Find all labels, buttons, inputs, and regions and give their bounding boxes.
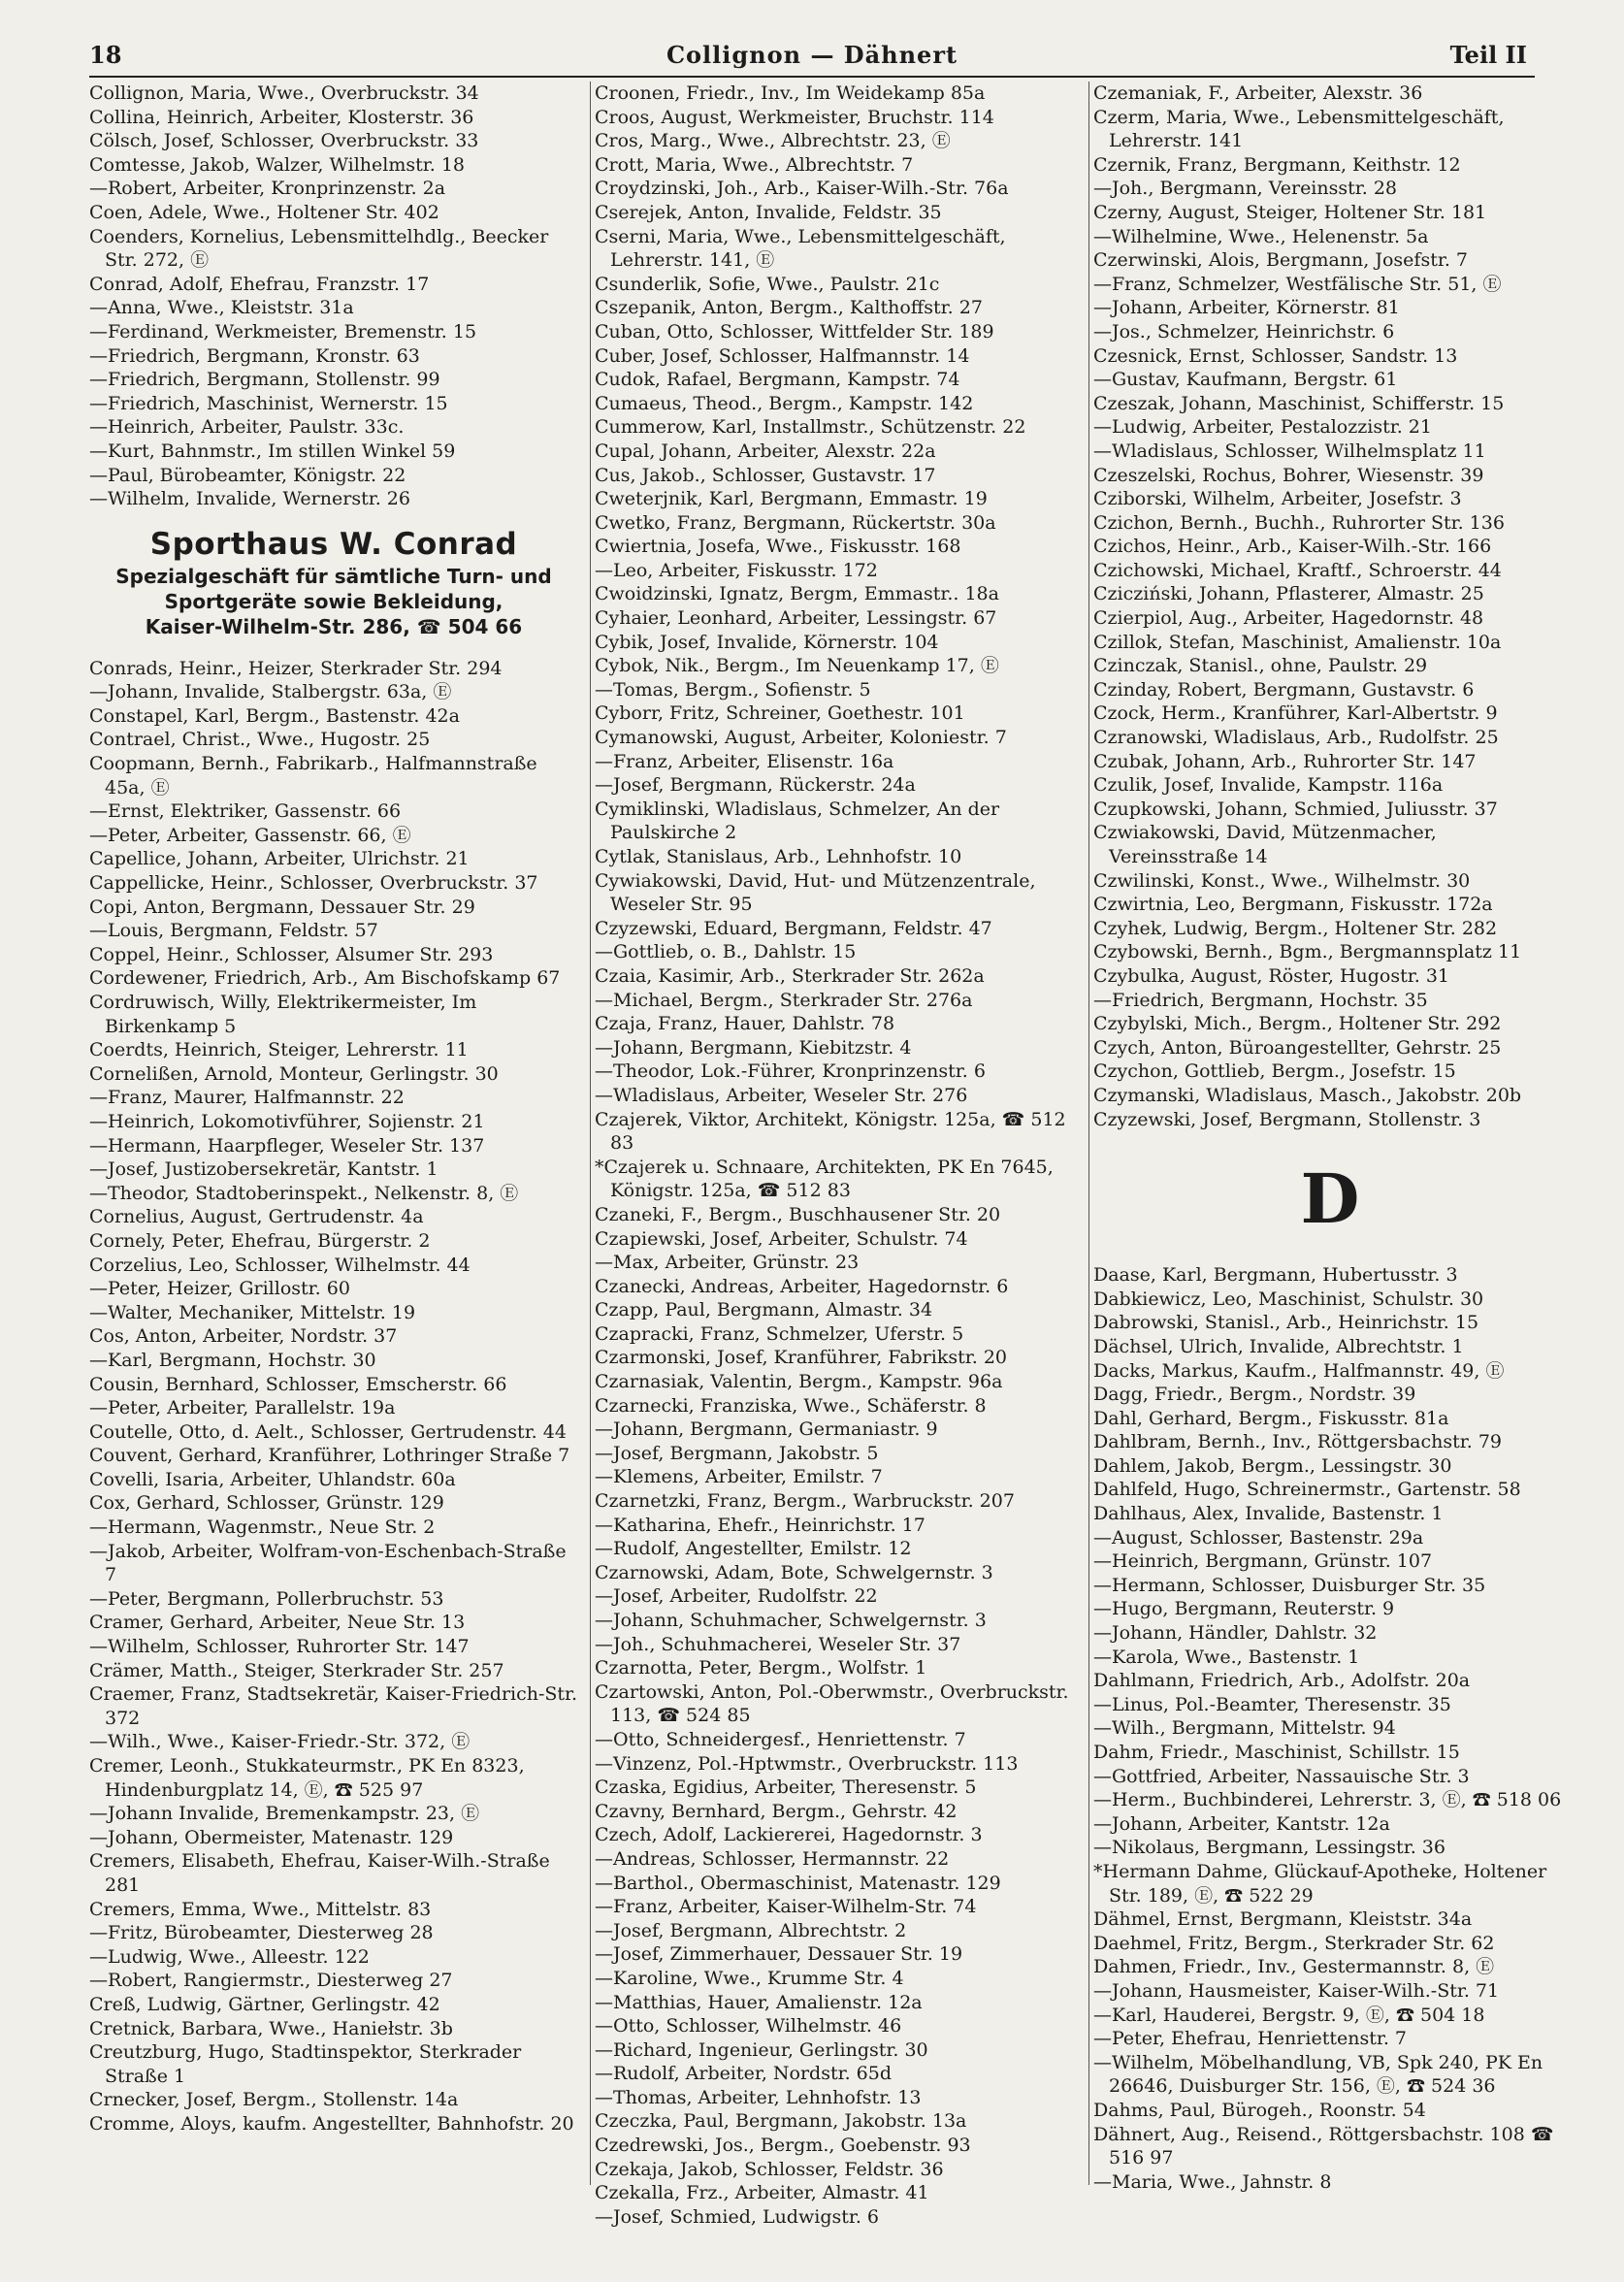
column-3-entries-bottom [1093,1263,1567,2194]
directory-entry: Czychon, Gottlieb, Bergm., Josefstr. 15 [1093,1060,1456,1083]
directory-entry: —Wilh., Wwe., Kaiser-Friedr.-Str. 372, Ⓔ [89,1731,471,1753]
directory-entry: —Katharina, Ehefr., Heinrichstr. 17 [595,1514,926,1536]
directory-entry: —Friedrich, Bergmann, Kronstr. 63 [89,344,420,367]
directory-entry: —Louis, Bergmann, Feldstr. 57 [89,920,378,942]
section-letter: D [1300,1158,1360,1240]
directory-entry: Cymiklinski, Wladislaus, Schmelzer, An der Paulskirche 2 [595,798,1000,844]
directory-entry: Capellice, Johann, Arbeiter, Ulrichstr. 21 [89,848,470,870]
directory-entry: —Herm., Buchbinderei, Lehrerstr. 3, Ⓔ, ☎ 518 06 [1093,1789,1562,1811]
directory-entry: Czapiewski, Josef, Arbeiter, Schulstr. 74 [595,1227,968,1250]
directory-entry: Creutzburg, Hugo, Stadtinspektor, Sterkrader Straße 1 [89,2041,522,2087]
directory-entry: —Johann Invalide, Bremenkampstr. 23, Ⓔ [89,1803,480,1825]
directory-entry: Czaja, Franz, Hauer, Dahlstr. 78 [595,1013,895,1035]
directory-entry: —Franz, Arbeiter, Kaiser-Wilhelm-Str. 74 [595,1896,977,1918]
directory-entry: Croonen, Friedr., Inv., Im Weidekamp 85a [595,82,986,104]
directory-entry: Czartowski, Anton, Pol.-Oberwmstr., Overbruckstr. 113, ☎ 524 85 [595,1680,1069,1727]
directory-entry: Conrads, Heinr., Heizer, Sterkrader Str. 294 [89,657,503,679]
running-title: Collignon — Dähnert [666,41,958,69]
directory-entry: —Franz, Arbeiter, Elisenstr. 16a [595,750,894,772]
directory-entry: —Peter, Heizer, Grillostr. 60 [89,1278,350,1300]
directory-entry: Cros, Marg., Wwe., Albrechtstr. 23, Ⓔ [595,130,951,152]
directory-entry: —Ludwig, Arbeiter, Pestalozzistr. 21 [1093,416,1432,439]
directory-entry: —Johann, Bergmann, Kiebitzstr. 4 [595,1036,912,1059]
directory-entry: —Gottfried, Arbeiter, Nassauische Str. 3 [1093,1765,1470,1787]
directory-entry: Copi, Anton, Bergmann, Dessauer Str. 29 [89,896,475,918]
directory-entry: —Michael, Bergm., Sterkrader Str. 276a [595,989,973,1011]
directory-entry: —Maria, Wwe., Jahnstr. 8 [1093,2170,1332,2193]
directory-entry: Daehmel, Fritz, Bergm., Sterkrader Str. 62 [1093,1932,1495,1954]
directory-entry: —Hermann, Schlosser, Duisburger Str. 35 [1093,1574,1486,1596]
directory-entry: —Robert, Rangiermstr., Diesterweg 27 [89,1970,453,1992]
directory-entry: —Nikolaus, Bergmann, Lessingstr. 36 [1093,1837,1445,1859]
directory-entry: —Johann, Hausmeister, Kaiser-Wilh.-Str. 71 [1093,1979,1500,2002]
directory-entry: Cos, Anton, Arbeiter, Nordstr. 37 [89,1325,398,1348]
directory-entry: Cuber, Josef, Schlosser, Halfmannstr. 14 [595,344,970,367]
directory-entry: Cybok, Nik., Bergm., Im Neuenkamp 17, Ⓔ [595,655,999,677]
directory-entry: —Jakob, Arbeiter, Wolfram-von-Eschenbach-Straße 7 [89,1540,567,1586]
directory-entry: —Otto, Schlosser, Wilhelmstr. 46 [595,2015,902,2038]
directory-entry: —Otto, Schneidergesf., Henriettenstr. 7 [595,1728,966,1750]
ad-line: Sportgeräte sowie Bekleidung, [164,589,503,613]
directory-entry: Constapel, Karl, Bergm., Bastenstr. 42a [89,704,460,727]
directory-entry: —Josef, Bergmann, Rückerstr. 24a [595,774,916,797]
directory-entry: Czerwinski, Alois, Bergmann, Josefstr. 7 [1093,249,1468,272]
directory-entry: —Josef, Bergmann, Albrechtstr. 2 [595,1919,907,1941]
directory-entry: Cwetko, Franz, Bergmann, Rückertstr. 30a [595,511,996,534]
directory-entry: Dahm, Friedr., Maschinist, Schillstr. 15 [1093,1742,1460,1763]
directory-entry: Conrad, Adolf, Ehefrau, Franzstr. 17 [89,273,430,295]
directory-entry: Czajerek, Viktor, Architekt, Königstr. 125a, ☎ 512 83 [595,1108,1066,1155]
directory-entry: Czarnotta, Peter, Bergm., Wolfstr. 1 [595,1657,927,1679]
directory-entry: Czarnowski, Adam, Bote, Schwelgernstr. 3 [595,1561,993,1583]
directory-entry: Czarnasiak, Valentin, Bergm., Kampstr. 96a [595,1371,1003,1393]
directory-entry: Czichos, Heinr., Arb., Kaiser-Wilh.-Str. 166 [1093,536,1492,558]
directory-entry: Czerny, August, Steiger, Holtener Str. 181 [1093,201,1487,223]
directory-entry: —Johann, Bergmann, Germaniastr. 9 [595,1418,938,1441]
directory-entry: —Vinzenz, Pol.-Hptwmstr., Overbruckstr. 113 [595,1752,1019,1775]
directory-entry: Cyborr, Fritz, Schreiner, Goethestr. 101 [595,702,965,725]
directory-entry: —Wilhelm, Invalide, Wernerstr. 26 [89,488,410,510]
directory-entry: —Franz, Maurer, Halfmannstr. 22 [89,1087,405,1109]
directory-entry: —Jos., Schmelzer, Heinrichstr. 6 [1093,320,1395,342]
directory-entry: Cornely, Peter, Ehefrau, Bürgerstr. 2 [89,1229,431,1252]
directory-entry: —Kurt, Bahnmstr., Im stillen Winkel 59 [89,440,456,462]
directory-entry: Czyzewski, Josef, Bergmann, Stollenstr. 3 [1093,1108,1481,1130]
directory-entry: —Wilhelmine, Wwe., Helenenstr. 5a [1093,225,1429,247]
directory-entry: —Josef, Bergmann, Jakobstr. 5 [595,1442,879,1464]
directory-entry: Czarnecki, Franziska, Wwe., Schäferstr. 8 [595,1394,987,1417]
directory-entry: Czwiakowski, David, Mützenmacher, Vereinsstraße 14 [1093,822,1437,867]
directory-entry: Dächsel, Ulrich, Invalide, Albrechtstr. 1 [1093,1335,1464,1357]
directory-entry: Czekaja, Jakob, Schlosser, Feldstr. 36 [595,2158,944,2180]
directory-entry: —Wilhelm, Schlosser, Ruhrorter Str. 147 [89,1636,470,1658]
directory-entry: Cuban, Otto, Schlosser, Wittfelder Str. 189 [595,320,994,342]
directory-entry: —Josef, Schmied, Ludwigstr. 6 [595,2205,880,2228]
directory-entry: Cytlak, Stanislaus, Arb., Lehnhofstr. 10 [595,846,962,867]
directory-entry: —Barthol., Obermaschinist, Matenastr. 129 [595,1872,1001,1894]
column-3 [1088,82,1567,2193]
directory-entry: Cummerow, Karl, Installmstr., Schützenstr. 22 [595,416,1026,439]
directory-entry: Cweterjnik, Karl, Bergmann, Emmastr. 19 [595,488,988,510]
directory-entry: —Wladislaus, Arbeiter, Weseler Str. 276 [595,1084,968,1106]
directory-entry: Craemer, Franz, Stadtsekretär, Kaiser-Friedrich-Str. 372 [89,1683,578,1729]
directory-entry: Cus, Jakob., Schlosser, Gustavstr. 17 [595,464,936,486]
directory-entry: Dabkiewicz, Leo, Maschinist, Schulstr. 30 [1093,1288,1484,1310]
directory-entry: Czupkowski, Johann, Schmied, Juliusstr. 37 [1093,798,1498,820]
directory-entry: Cserejek, Anton, Invalide, Feldstr. 35 [595,201,942,223]
directory-entry: Cornelius, August, Gertrudenstr. 4a [89,1206,424,1228]
directory-entry: Covelli, Isaria, Arbeiter, Uhlandstr. 60a [89,1468,456,1490]
directory-entry: Crnecker, Josef, Bergm., Stollenstr. 14a [89,2089,459,2111]
directory-entry: Czerm, Maria, Wwe., Lebensmittelgeschäft, Lehrerstr. 141 [1093,106,1505,152]
directory-entry: Czybylski, Mich., Bergm., Holtener Str. 292 [1093,1013,1502,1035]
directory-entry: Czulik, Josef, Invalide, Kampstr. 116a [1093,774,1444,797]
directory-entry: —Hermann, Wagenmstr., Neue Str. 2 [89,1516,436,1539]
directory-entry: Czybowski, Bernh., Bgm., Bergmannsplatz 11 [1093,941,1522,963]
ad-title: Sporthaus W. Conrad [149,526,518,562]
directory-entry: —Johann, Arbeiter, Körnerstr. 81 [1093,297,1400,319]
directory-entry: —Franz, Schmelzer, Westfälische Str. 51, Ⓔ [1093,273,1502,295]
directory-entry: Czierpiol, Aug., Arbeiter, Hagedornstr. 48 [1093,607,1484,630]
directory-entry: Cwiertnia, Josefa, Wwe., Fiskusstr. 168 [595,536,961,558]
directory-entry: —Andreas, Schlosser, Hermannstr. 22 [595,1847,950,1870]
directory-entry: Czavny, Bernhard, Bergm., Gehrstr. 42 [595,1800,958,1822]
column-3-entries-top [1093,82,1567,1131]
directory-entry: Cordruwisch, Willy, Elektrikermeister, Im Birkenkamp 5 [89,992,477,1037]
directory-entry: Comtesse, Jakob, Walzer, Wilhelmstr. 18 [89,153,466,176]
directory-entry: Czarmonski, Josef, Kranführer, Fabrikstr. 20 [595,1347,1007,1369]
directory-entry: Czesnick, Ernst, Schlosser, Sandstr. 13 [1093,344,1458,367]
column-1 [89,82,578,2185]
directory-entry: Czarnetzki, Franz, Bergm., Warbruckstr. 207 [595,1490,1015,1513]
directory-entry: Cybik, Josef, Invalide, Körnerstr. 104 [595,631,939,653]
directory-entry: Czanecki, Andreas, Arbeiter, Hagedornstr. 6 [595,1275,1009,1297]
directory-entry: Cwoidzinski, Ignatz, Bergm, Emmastr.. 18a [595,583,999,605]
directory-entry: —Peter, Bergmann, Pollerbruchstr. 53 [89,1587,444,1610]
directory-entry: Czichon, Bernh., Buchh., Ruhrorter Str. 136 [1093,511,1505,534]
directory-entry: —August, Schlosser, Bastenstr. 29a [1093,1526,1424,1548]
directory-entry: Czybulka, August, Röster, Hugostr. 31 [1093,964,1449,987]
part-label: Teil II [1449,41,1527,69]
directory-entry: —Karoline, Wwe., Krumme Str. 4 [595,1967,904,1989]
directory-entry: Czech, Adolf, Lackiererei, Hagedornstr. 3 [595,1824,983,1846]
directory-entry: —Max, Arbeiter, Grünstr. 23 [595,1252,860,1274]
directory-entry: Cölsch, Josef, Schlosser, Overbruckstr. 33 [89,130,479,152]
directory-entry: —Friedrich, Maschinist, Wernerstr. 15 [89,392,448,414]
directory-entry: Coopmann, Bernh., Fabrikarb., Halfmannstraße 45a, Ⓔ [89,753,537,799]
directory-entry: Couvent, Gerhard, Kranführer, Lothringer Straße 7 [89,1445,570,1467]
directory-entry: —Peter, Ehefrau, Henriettenstr. 7 [1093,2028,1407,2050]
directory-entry: Dahlbram, Bernh., Inv., Röttgersbachstr. 79 [1093,1431,1503,1453]
directory-entry: —Klemens, Arbeiter, Emilstr. 7 [595,1466,883,1488]
directory-entry: Csunderlik, Sofie, Wwe., Paulstr. 21c [595,273,940,295]
directory-entry: —Johann, Schuhmacher, Schwelgernstr. 3 [595,1610,987,1631]
directory-entry: Cserni, Maria, Wwe., Lebensmittelgeschäft, Lehrerstr. 141, Ⓔ [595,225,1006,272]
directory-entry: Czeszak, Johann, Maschinist, Schifferstr. 15 [1093,392,1505,414]
directory-entry: Czernik, Franz, Bergmann, Keithstr. 12 [1093,153,1461,176]
directory-entry: Czyzewski, Eduard, Bergmann, Feldstr. 47 [595,917,992,939]
directory-entry: Czubak, Johann, Arb., Ruhrorter Str. 147 [1093,750,1477,772]
directory-entry: Coerdts, Heinrich, Steiger, Lehrerstr. 11 [89,1039,469,1061]
directory-entry: Coppel, Heinr., Schlosser, Alsumer Str. 293 [89,943,494,965]
directory-entry: Czinday, Robert, Bergmann, Gustavstr. 6 [1093,678,1475,701]
directory-entry: —Heinrich, Arbeiter, Paulstr. 33c. [89,416,405,439]
directory-entry: Czwilinski, Konst., Wwe., Wilhelmstr. 30 [1093,869,1471,892]
directory-entry: Cremers, Emma, Wwe., Mittelstr. 83 [89,1898,432,1920]
directory-entry: Czaneki, F., Bergm., Buschhausener Str. 20 [595,1203,1001,1225]
directory-entry: Cornelißen, Arnold, Monteur, Gerlingstr. 30 [89,1062,499,1085]
directory-entry: —Wilh., Bergmann, Mittelstr. 94 [1093,1717,1396,1740]
advertisement-sporthaus-conrad [89,525,578,639]
directory-entry: —Peter, Arbeiter, Gassenstr. 66, Ⓔ [89,824,411,846]
directory-entry: Czymanski, Wladislaus, Masch., Jakobstr. 20b [1093,1084,1522,1106]
directory-entry: —Josef, Justizobersekretär, Kantstr. 1 [89,1158,438,1181]
directory-entry: —Johann, Obermeister, Matenastr. 129 [89,1826,454,1848]
directory-entry: Czekalla, Frz., Arbeiter, Almastr. 41 [595,2182,929,2204]
directory-entry: Czemaniak, F., Arbeiter, Alexstr. 36 [1093,82,1423,104]
directory-entry: Dahlmann, Friedrich, Arb., Adolfstr. 20a [1093,1670,1471,1692]
directory-entry: —Ludwig, Wwe., Alleestr. 122 [89,1945,370,1968]
directory-entry: Dagg, Friedr., Bergm., Nordstr. 39 [1093,1384,1416,1406]
directory-entry: Croydzinski, Joh., Arb., Kaiser-Wilh.-Str. 76a [595,178,1009,200]
directory-entry: —Hugo, Bergmann, Reuterstr. 9 [1093,1598,1395,1620]
directory-entry: Cymanowski, August, Arbeiter, Koloniestr. 7 [595,727,1007,749]
directory-entry: Dahlhaus, Alex, Invalide, Bastenstr. 1 [1093,1503,1444,1525]
column-1-entries-bottom [89,657,578,2136]
directory-entry: Czichowski, Michael, Kraftf., Schroerstr. 44 [1093,559,1502,581]
directory-entry: —Johann, Händler, Dahlstr. 32 [1093,1622,1378,1645]
directory-entry: Dacks, Markus, Kaufm., Halfmannstr. 49, Ⓔ [1093,1359,1505,1382]
directory-entry: —Matthias, Hauer, Amalienstr. 12a [595,1991,923,2013]
directory-entry: Dabrowski, Stanisl., Arb., Heinrichstr. 15 [1093,1312,1479,1334]
column-2-entries [595,82,1078,2229]
directory-entry: Cremers, Elisabeth, Ehefrau, Kaiser-Wilh.-Straße 281 [89,1850,550,1896]
directory-entry: Cox, Gerhard, Schlosser, Grünstr. 129 [89,1492,444,1515]
directory-entry: Czwirtnia, Leo, Bergmann, Fiskusstr. 172a [1093,894,1493,916]
directory-entry: Daase, Karl, Bergmann, Hubertusstr. 3 [1093,1264,1458,1287]
directory-entry: —Johann, Invalide, Stalbergstr. 63a, Ⓔ [89,681,452,703]
directory-entry: Czych, Anton, Büroangestellter, Gehrstr. 25 [1093,1036,1502,1059]
directory-entry: Creß, Ludwig, Gärtner, Gerlingstr. 42 [89,1993,440,2015]
directory-entry: —Gustav, Kaufmann, Bergstr. 61 [1093,369,1398,391]
directory-entry: Dahl, Gerhard, Bergm., Fiskusstr. 81a [1093,1407,1449,1429]
directory-entry: Cywiakowski, David, Hut- und Mützenzentrale, Weseler Str. 95 [595,869,1036,916]
directory-entry: Cousin, Bernhard, Schlosser, Emscherstr. 66 [89,1373,507,1395]
directory-entry: Czeczka, Paul, Bergmann, Jakobstr. 13a [595,2110,967,2133]
directory-entry: Cudok, Rafael, Bergmann, Kampstr. 74 [595,369,960,391]
directory-entry: —Wilhelm, Möbelhandlung, VB, Spk 240, PK En 26646, Duisburger Str. 156, Ⓔ, ☎ 524 36 [1093,2051,1543,2098]
directory-entry: —Tomas, Bergm., Sofienstr. 5 [595,678,871,701]
directory-entry: —Thomas, Arbeiter, Lehnhofstr. 13 [595,2086,922,2108]
directory-entry: Czaska, Egidius, Arbeiter, Theresenstr. 5 [595,1777,977,1799]
directory-entry: —Friedrich, Bergmann, Stollenstr. 99 [89,369,440,391]
directory-entry: —Joh., Bergmann, Vereinsstr. 28 [1093,178,1398,200]
directory-entry: Dahlem, Jakob, Bergm., Lessingstr. 30 [1093,1454,1452,1477]
directory-entry: —Joh., Schuhmacherei, Weseler Str. 37 [595,1633,961,1655]
directory-entry: —Karl, Hauderei, Bergstr. 9, Ⓔ, ☎ 504 18 [1093,2004,1485,2026]
directory-entry: Cretnick, Barbara, Wwe., Haniełstr. 3b [89,2017,453,2039]
directory-entry: Czapracki, Franz, Schmelzer, Uferstr. 5 [595,1322,964,1345]
directory-entry: —Robert, Arbeiter, Kronprinzenstr. 2a [89,178,446,200]
ad-line: Spezialgeschäft für sämtliche Turn- und [115,564,552,588]
directory-entry: Czinczak, Stanisl., ohne, Paulstr. 29 [1093,655,1428,677]
directory-entry: —Theodor, Lok.-Führer, Kronprinzenstr. 6 [595,1060,986,1083]
directory-entry: —Richard, Ingenieur, Gerlingstr. 30 [595,2038,928,2061]
column-2 [590,82,1078,2228]
directory-entry: —Karola, Wwe., Bastenstr. 1 [1093,1646,1360,1668]
directory-entry: Czock, Herm., Kranführer, Karl-Albertstr. 9 [1093,702,1498,725]
directory-entry: Czedrewski, Jos., Bergm., Goebenstr. 93 [595,2135,971,2157]
directory-entry: Czapp, Paul, Bergmann, Almastr. 34 [595,1299,933,1321]
directory-entry: Cziborski, Wilhelm, Arbeiter, Josefstr. 3 [1093,488,1462,510]
directory-entry: Cszepanik, Anton, Bergm., Kalthoffstr. 27 [595,297,983,319]
directory-entry: —Hermann, Haarpfleger, Weseler Str. 137 [89,1134,485,1157]
directory-entry: —Heinrich, Lokomotivführer, Sojienstr. 21 [89,1110,485,1132]
ad-line: Kaiser-Wilhelm-Str. 286, ☎ 504 66 [145,614,523,638]
directory-entry: Coutelle, Otto, d. Aelt., Schlosser, Gertrudenstr. 44 [89,1420,567,1443]
directory-entry: Czillok, Stefan, Maschinist, Amalienstr. 10a [1093,631,1502,653]
directory-entry: —Linus, Pol.-Beamter, Theresenstr. 35 [1093,1693,1451,1715]
directory-entry: —Peter, Arbeiter, Parallelstr. 19a [89,1397,396,1419]
directory-entry: —Rudolf, Angestellter, Emilstr. 12 [595,1538,912,1560]
directory-entry: —Heinrich, Bergmann, Grünstr. 107 [1093,1550,1433,1573]
directory-entry: Dahlfeld, Hugo, Schreinermstr., Gartenstr. 58 [1093,1479,1521,1501]
directory-entry: —Gottlieb, o. B., Dahlstr. 15 [595,941,857,963]
directory-entry: —Leo, Arbeiter, Fiskusstr. 172 [595,559,878,581]
directory-entry: *Hermann Dahme, Glückauf-Apotheke, Holtener Str. 189, Ⓔ, ☎ 522 29 [1093,1860,1547,1907]
directory-entry: Czranowski, Wladislaus, Arb., Rudolfstr. 25 [1093,727,1499,749]
directory-entry: Contrael, Christ., Wwe., Hugostr. 25 [89,729,431,751]
directory-entry: Dahms, Paul, Bürogeh., Roonstr. 54 [1093,2099,1426,2121]
directory-entry: Dähmel, Ernst, Bergmann, Kleiststr. 34a [1093,1908,1473,1931]
directory-entry: Coenders, Kornelius, Lebensmittelhdlg., Beecker Str. 272, Ⓔ [89,225,549,272]
column-1-entries-top [89,82,578,511]
directory-entry: Crott, Maria, Wwe., Albrechtstr. 7 [595,153,914,176]
directory-entry: Czicziński, Johann, Pflasterer, Almastr. 25 [1093,583,1484,605]
directory-entry: Cumaeus, Theod., Bergm., Kampstr. 142 [595,392,974,414]
directory-entry: —Friedrich, Bergmann, Hochstr. 35 [1093,989,1428,1011]
directory-entry: —Theodor, Stadtoberinspekt., Nelkenstr. 8, Ⓔ [89,1182,519,1204]
directory-entry: Cappellicke, Heinr., Schlosser, Overbruckstr. 37 [89,872,538,895]
directory-entry: —Johann, Arbeiter, Kantstr. 12a [1093,1812,1390,1835]
directory-entry: —Fritz, Bürobeamter, Diesterweg 28 [89,1922,434,1944]
directory-entry: —Josef, Arbeiter, Rudolfstr. 22 [595,1585,878,1608]
directory-entry: Collina, Heinrich, Arbeiter, Klosterstr. 36 [89,106,474,128]
page-number: 18 [89,41,122,69]
directory-entry: Cordewener, Friedrich, Arb., Am Bischofskamp 67 [89,967,561,990]
directory-entry: Croos, August, Werkmeister, Bruchstr. 114 [595,106,994,128]
directory-entry: Czaia, Kasimir, Arb., Sterkrader Str. 262a [595,964,985,987]
directory-entry: Cremer, Leonh., Stukkateurmstr., PK En 8323, Hindenburgplatz 14, Ⓔ, ☎ 525 97 [89,1755,525,1801]
directory-entry: Collignon, Maria, Wwe., Overbruckstr. 34 [89,82,479,104]
directory-entry: Cupal, Johann, Arbeiter, Alexstr. 22a [595,440,936,462]
directory-entry: —Karl, Bergmann, Hochstr. 30 [89,1349,376,1371]
page-header [89,37,1535,78]
directory-entry: Cramer, Gerhard, Arbeiter, Neue Str. 13 [89,1612,466,1634]
directory-entry: Cromme, Aloys, kaufm. Angestellter, Bahnhofstr. 20 [89,2112,574,2135]
directory-entry: *Czajerek u. Schnaare, Architekten, PK En 7645, Königstr. 125a, ☎ 512 83 [595,1156,1054,1202]
directory-entry: —Ferdinand, Werkmeister, Bremenstr. 15 [89,320,477,342]
directory-entry: —Josef, Zimmerhauer, Dessauer Str. 19 [595,1943,963,1966]
directory-entry: Cyhaier, Leonhard, Arbeiter, Lessingstr. 67 [595,607,997,630]
directory-entry: —Paul, Bürobeamter, Königstr. 22 [89,464,406,486]
directory-entry: —Rudolf, Arbeiter, Nordstr. 65d [595,2063,893,2085]
directory-entry: Crämer, Matth., Steiger, Sterkrader Str. 257 [89,1659,504,1681]
directory-entry: Coen, Adele, Wwe., Holtener Str. 402 [89,201,439,223]
directory-entry: Czeszelski, Rochus, Bohrer, Wiesenstr. 39 [1093,464,1484,486]
directory-entry: —Wladislaus, Schlosser, Wilhelmsplatz 11 [1093,440,1486,462]
directory-entry: Corzelius, Leo, Schlosser, Wilhelmstr. 44 [89,1254,471,1276]
directory-entry: Czyhek, Ludwig, Bergm., Holtener Str. 282 [1093,917,1498,939]
directory-entry: —Walter, Mechaniker, Mittelstr. 19 [89,1301,416,1323]
directory-entry: Dähnert, Aug., Reisend., Röttgersbachstr. 108 ☎ 516 97 [1093,2123,1554,2169]
directory-entry: —Ernst, Elektriker, Gassenstr. 66 [89,800,402,823]
directory-entry: —Anna, Wwe., Kleiststr. 31a [89,297,354,319]
directory-entry: Dahmen, Friedr., Inv., Gestermannstr. 8, Ⓔ [1093,1956,1495,1978]
